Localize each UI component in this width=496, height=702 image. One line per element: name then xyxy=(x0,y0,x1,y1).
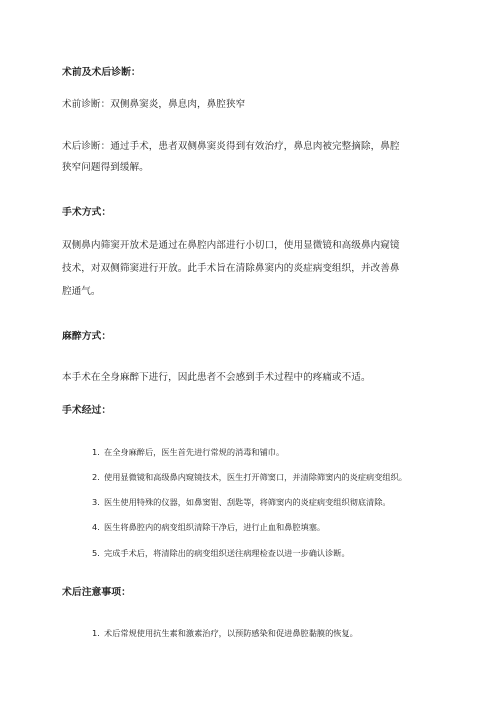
anesthesia-heading: 麻醉方式： xyxy=(62,331,112,342)
step-text: 使用显微镜和高级鼻内窥镜技术，医生打开筛窦口，并清除筛窦内的炎症病变组织。 xyxy=(104,472,407,482)
anesthesia-text: 本手术在全身麻醉下进行，因此患者不会感到手术过程中的疼痛或不适。 xyxy=(62,372,371,383)
postop-diagnosis-line-1: 术后诊断：通过手术，患者双侧鼻窦炎得到有效治疗，鼻息肉被完整摘除，鼻腔 xyxy=(62,141,400,152)
step-number: 1. xyxy=(92,628,100,638)
postcare-step xyxy=(92,628,358,639)
preop-postop-heading: 术前及术后诊断： xyxy=(62,67,141,78)
procedure-step xyxy=(92,447,284,458)
method-line-3: 腔通气。 xyxy=(62,286,101,297)
procedure-heading: 手术经过： xyxy=(62,405,112,416)
step-number: 1. xyxy=(92,447,100,457)
procedure-step xyxy=(92,522,325,533)
step-number: 2. xyxy=(92,472,100,482)
step-number: 3. xyxy=(92,497,100,507)
step-text: 医生使用特殊的仪器，如鼻窦钳、刮匙等，将筛窦内的炎症病变组织彻底清除。 xyxy=(104,497,391,507)
method-line-1: 双侧鼻内筛窦开放术是通过在鼻腔内部进行小切口，使用显微镜和高级鼻内窥镜 xyxy=(62,240,400,251)
procedure-step xyxy=(92,472,407,483)
step-number: 5. xyxy=(92,548,100,558)
step-text: 术后常规使用抗生素和激素治疗，以预防感染和促进鼻腔黏膜的恢复。 xyxy=(104,628,358,638)
postop-diagnosis-line-2: 狭窄问题得到缓解。 xyxy=(62,162,149,173)
method-line-2: 技术，对双侧筛窦进行开放。此手术旨在清除鼻窦内的炎症病变组织，并改善鼻 xyxy=(62,263,400,274)
procedure-step xyxy=(92,548,350,559)
step-number: 4. xyxy=(92,522,100,532)
preop-diagnosis: 术前诊断：双侧鼻窦炎，鼻息肉，鼻腔狭窄 xyxy=(62,99,246,110)
step-text: 在全身麻醉后，医生首先进行常规的消毒和铺巾。 xyxy=(104,447,285,457)
procedure-step xyxy=(92,497,391,508)
method-heading: 手术方式： xyxy=(62,207,112,218)
step-text: 完成手术后，将清除出的病变组织送往病理检查以进一步确认诊断。 xyxy=(104,548,350,558)
postcare-heading: 术后注意事项： xyxy=(62,587,131,598)
step-text: 医生将鼻腔内的病变组织清除干净后，进行止血和鼻腔填塞。 xyxy=(104,522,326,532)
